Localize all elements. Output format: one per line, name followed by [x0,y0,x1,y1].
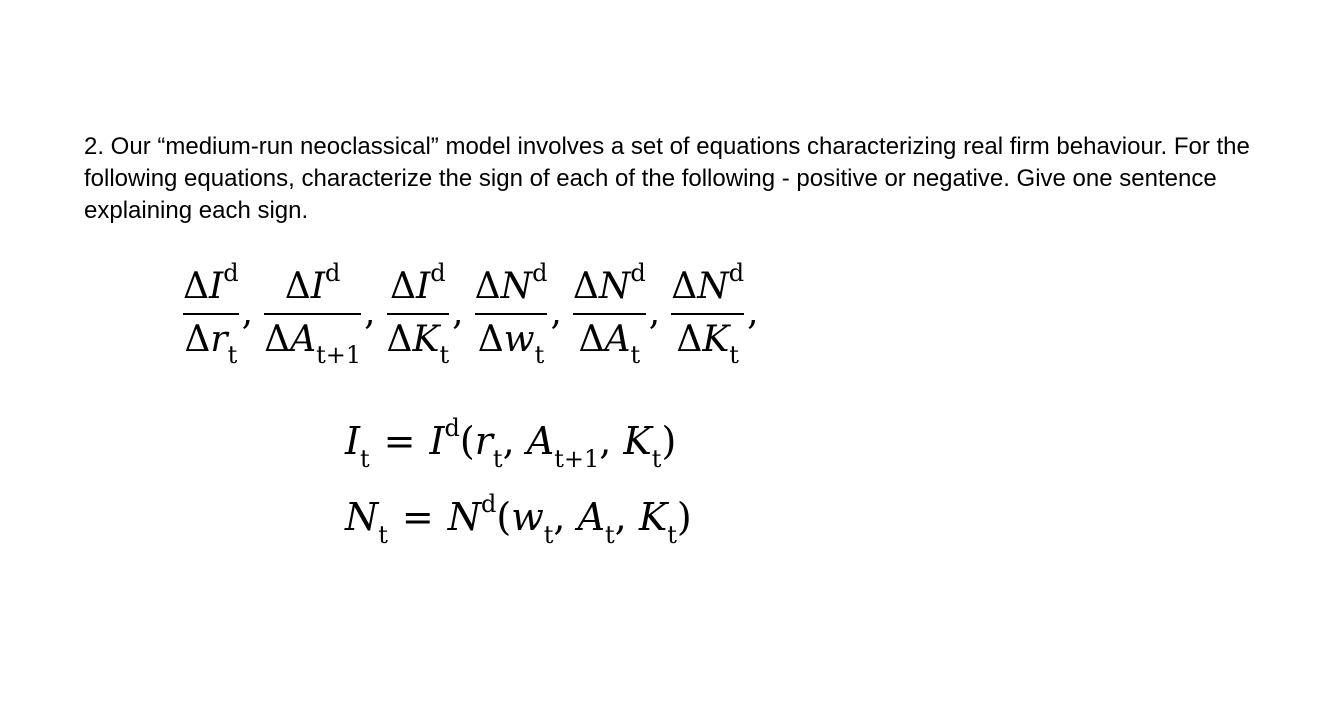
argument-subscript: t [543,520,554,549]
separator-comma: , [241,292,254,333]
fraction-bar [183,313,239,315]
numerator-variable: I [310,266,325,307]
denominator-variable: A [604,319,631,360]
fraction-numerator: $\Delta N^d$ [572,259,646,307]
denominator-subscript: t [534,341,545,370]
denominator-subscript: t [227,341,238,370]
close-paren: ) [676,495,692,539]
fraction-denominator: $\Delta K_t$ [386,319,450,370]
lhs-variable: I [345,419,361,463]
question-text: 2. Our “medium-run neoclassical” model involves a set of equations characterizing real firm behaviour. For the following equations, characterize the sign of each of the following - positive or negative. Give one sentence explaining each sign. [84,133,1250,224]
argument-comma: , [614,495,639,539]
numerator-variable: N [697,266,729,307]
fraction-denominator: $\Delta A_{t+1}$ [264,319,362,370]
derivative-group [261,259,383,370]
denominator-variable: w [503,319,535,360]
argument-variable: K [623,419,652,463]
numerator-superscript: d [630,259,646,287]
argument-variable: r [474,419,493,463]
argument-comma: , [553,495,578,539]
denominator-subscript: t [729,341,739,370]
argument-variable: w [511,495,544,539]
fraction-numerator: $\Delta N^d$ [474,259,548,307]
denominator-subscript: t [439,341,450,370]
function-variable: N [447,495,481,539]
numerator-superscript: d [728,259,745,287]
open-paren: ( [459,419,475,463]
fraction-bar [387,313,450,315]
argument-comma: , [599,419,624,463]
fraction-bar [264,313,361,315]
equals-sign: = [401,495,434,539]
derivative-group [384,259,472,370]
derivative-fraction [384,259,453,370]
derivative-fraction [472,259,551,370]
separator-comma: , [747,292,759,333]
fraction-numerator: $\Delta I^d$ [284,259,341,307]
fraction-denominator: $\Delta A_t$ [578,319,641,370]
denominator-variable: A [290,319,317,360]
numerator-variable: I [416,266,431,307]
numerator-variable: N [500,266,533,307]
separator-comma: , [364,292,376,333]
numerator-superscript: d [430,259,446,287]
investment-demand-equation [345,414,677,473]
denominator-variable: K [702,319,730,360]
fraction-bar [475,313,548,315]
argument-subscript: t [605,520,615,549]
argument-variable: A [526,419,555,463]
separator-comma: , [452,292,464,333]
argument-variable: K [638,495,668,539]
denominator-variable: K [412,319,440,360]
argument-subscript: t [492,444,503,473]
fraction-numerator: $\Delta N^d$ [671,259,745,307]
numerator-variable: N [598,266,631,307]
fraction-denominator: $\Delta w_t$ [477,319,545,370]
lhs-variable: N [345,495,379,539]
lhs-subscript: t [378,520,388,549]
labor-demand-equation [345,490,692,549]
function-superscript: d [444,414,460,443]
derivative-group [180,259,261,370]
derivative-fraction [261,259,364,370]
derivative-list [180,259,767,374]
argument-comma: , [502,419,527,463]
numerator-variable: I [209,266,224,307]
equals-sign: = [383,419,416,463]
derivative-fraction [180,259,242,370]
fraction-numerator: $\Delta I^d$ [183,259,239,307]
denominator-variable: r [210,319,228,360]
fraction-denominator: $\Delta K_t$ [676,319,739,370]
open-paren: ( [496,495,512,539]
denominator-subscript: t+1 [316,341,362,370]
denominator-subscript: t [630,341,641,370]
function-variable: I [429,419,445,463]
derivative-group [570,259,668,370]
derivative-fraction [668,259,747,370]
argument-subscript: t+1 [554,444,600,473]
separator-comma: , [648,292,661,333]
argument-subscript: t [667,520,677,549]
lhs-subscript: t [360,444,370,473]
fraction-bar [671,313,744,315]
derivative-group [668,259,766,370]
fraction-bar [573,313,646,315]
derivative-fraction [570,259,649,370]
function-superscript: d [481,490,497,519]
fraction-numerator: $\Delta I^d$ [390,259,446,307]
close-paren: ) [661,419,677,463]
derivative-group [472,259,570,370]
argument-variable: A [577,495,606,539]
separator-comma: , [550,292,562,333]
numerator-superscript: d [325,259,341,287]
argument-subscript: t [651,444,662,473]
numerator-superscript: d [532,259,548,287]
fraction-denominator: $\Delta r_t$ [184,319,238,370]
numerator-superscript: d [223,259,239,287]
